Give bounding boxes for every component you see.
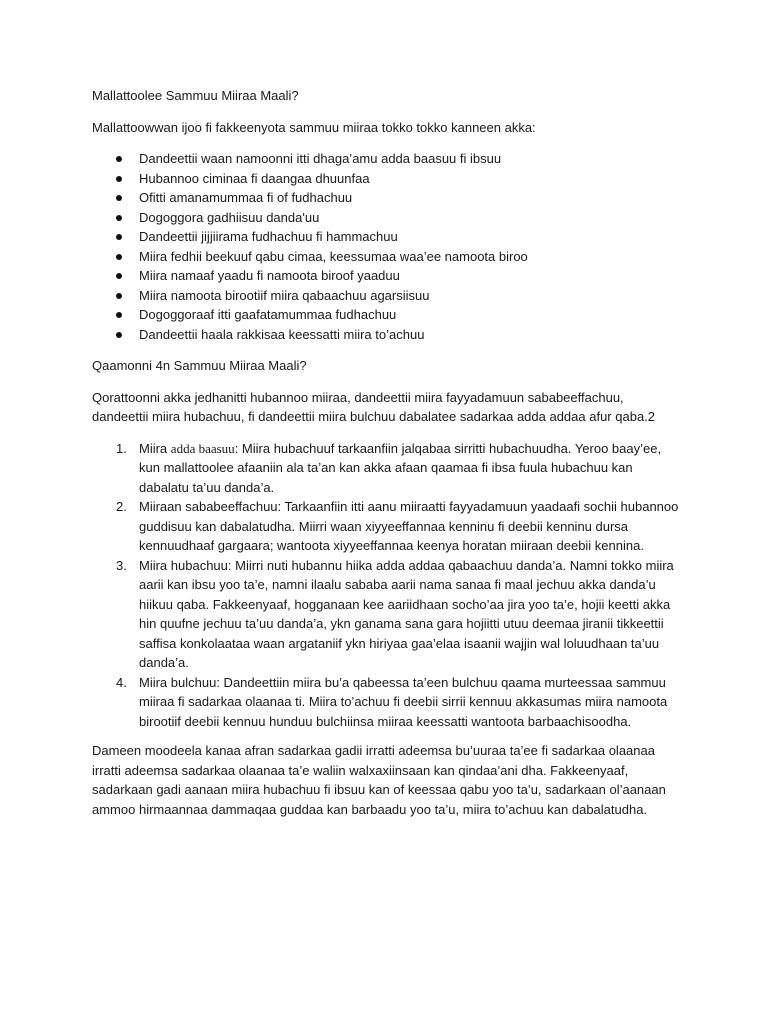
item-number: 2.	[116, 499, 127, 514]
section-intro-paragraph: Qorattoonni akka jedhanitti hubannoo miiraa, dandeettii miira fayyadamuun sababeeffachuu, dandeettii miira hubachuu, fi dandeettii miira bulchuu dabalatee sadarkaa adda addaa afur qaba.2	[92, 389, 656, 424]
bullet-icon	[116, 273, 122, 279]
list-item: Dandeettii jijjiirama fudhachuu fi hammachuu	[92, 227, 682, 247]
list-item: Dogoggoraaf itti gaafatamummaa fudhachuu	[92, 305, 682, 325]
item-text: : Tarkaanfiin itti aanu miiraatti fayyadamuun yaadaafi sochii hubannoo guddisuu kan dabalatudha. Miirri waan xiyyeeffannaa kenninu fi deebii kenninu dursa kennuudhaaf gargaara; wantoota xiyyeeffannaa keenya horatan miiraan deebii kennina.	[139, 499, 679, 553]
item-text: : Dandeettiin miira bu’a qabeessa ta’een bulchuu qaama murteessaa sammuu miiraa fi sadarkaa olaanaa ti. Miira to’achuu fi deebii sirrii kennuu akkasumas miira namoota birootiif deebii kennuu hunduu bulchiinsa miiraa keessatti wantoota barbaachisoodha.	[139, 674, 668, 729]
section-title: Qaamonni 4n Sammuu Miiraa Maali?	[92, 358, 307, 373]
bullet-icon	[116, 332, 122, 338]
closing-paragraph: Dameen moodeela kanaa afran sadarkaa gadii irratti adeemsa bu’uuraa ta’ee fi sadarkaa olaanaa irratti adeemsa sadarkaa olaanaa ta’e waliin walxaxiinsaan kan qindaa’ani dha. Fakkeenyaaf, sadarkaan gadi aanaan miira hubachuu fi ibsuu kan of keessaa qabu yoo ta’u, sadarkaan ol’aanaan ammoo hirmaannaa dammaqaa guddaa kan barbaadu yoo ta’u, miira to’achuu kan dabalatudha.	[92, 743, 666, 817]
bullet-icon	[116, 176, 122, 182]
item-number: 4.	[116, 674, 127, 690]
list-item: Ofitti amanamummaa fi of fudhachuu	[92, 188, 682, 208]
bullet-icon	[116, 293, 122, 299]
numbered-item	[92, 556, 682, 673]
list-item: Dogoggora gadhiisuu danda'uu	[92, 208, 682, 228]
list-item: Hubannoo ciminaa fi daangaa dhuunfaa	[92, 169, 682, 189]
item-term: Miiraan sababeeffachuu	[139, 499, 278, 514]
bullet-icon	[116, 254, 122, 260]
item-text: : Miirri nuti hubannu hiika adda addaa qabaachuu danda’a. Namni tokko miira aarii kan ibsu yoo ta’e, namni ilaalu sababa aarii nama sanaa fi maal jechuu akka danda’u hiikuu qaba. Fakkeenyaaf, hogganaan kee aariidhaan socho’aa jira yoo ta’e, hojii keetti akka hin quufne jechuu ta’uu danda’a, ykn ganama sana gara hojiitti utuu deemaa jiranii tikkeettii saffisa konkolaataa waan argataniif ykn hiriyaa gaa’elaa isaanii wajjin wal loluudhaan ta’uu danda’a.	[139, 557, 674, 670]
list-item: Dandeettii waan namoonni itti dhaga’amu adda baasuu fi ibsuu	[92, 149, 682, 169]
intro-paragraph: Mallattoowwan ijoo fi fakkeenyota sammuu miiraa tokko tokko kanneen akka:	[92, 119, 536, 135]
list-item: Miira namoota birootiif miira qabaachuu agarsiisuu	[92, 286, 682, 306]
item-number: 1.	[116, 440, 127, 456]
item-term-highlight: adda baasuu	[170, 440, 235, 456]
item-term: Miira	[139, 440, 168, 456]
bullet-icon	[116, 312, 122, 318]
bullet-icon	[116, 234, 122, 240]
item-number: 3.	[116, 557, 127, 573]
numbered-item	[92, 673, 682, 732]
list-item: Miira namaaf yaadu fi namoota biroof yaaduu	[92, 266, 682, 286]
item-text: : Miira hubachuuf tarkaanfiin jalqabaa sirritti hubachuudha. Yeroo baay’ee, kun mallattoolee afaaniin ala ta’an kan akka afaan qaamaa fi ibsa fuula hubachuu kan dabalatu ta’uu danda’a.	[139, 440, 662, 495]
bullet-icon	[116, 195, 122, 201]
page-title: Mallattoolee Sammuu Miiraa Maali?	[92, 88, 299, 103]
numbered-item	[92, 497, 682, 556]
list-item: Dandeettii haala rakkisaa keessatti miira to’achuu	[92, 325, 682, 345]
item-term: Miira hubachuu	[139, 557, 228, 573]
document-body	[92, 86, 682, 831]
numbered-item	[92, 439, 682, 498]
bullet-icon	[116, 215, 122, 221]
signs-bullet-list	[92, 149, 682, 344]
item-term: Miira bulchuu	[139, 674, 217, 690]
components-numbered-list	[92, 439, 682, 732]
bullet-icon	[116, 156, 122, 162]
list-item: Miira fedhii beekuuf qabu cimaa, keessumaa waa’ee namoota biroo	[92, 247, 682, 267]
